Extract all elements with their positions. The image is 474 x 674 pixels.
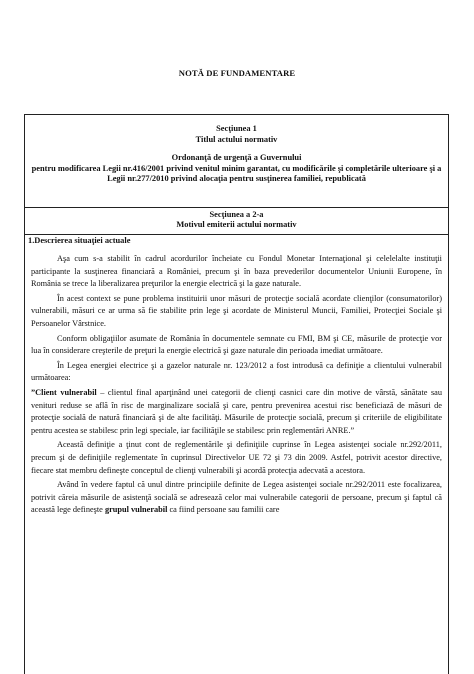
section-2-heading: Secţiunea a 2-a	[209, 210, 264, 219]
document-table	[24, 114, 449, 674]
section-2-subheading: Motivul emiterii actului normativ	[176, 220, 297, 230]
paragraph-text-end: ca fiind persoane sau familii care	[167, 505, 280, 515]
definition-paragraph	[31, 387, 442, 437]
act-title-line-1: Ordonanţă de urgenţă a Guvernului	[171, 153, 302, 163]
section-1	[25, 115, 448, 208]
paragraph: În Legea energiei electrice şi a gazelor naturale nr. 123/2012 a fost introdusă ca definiţie a clientului vulnerabil următoarea:	[31, 360, 442, 383]
section-body	[31, 253, 442, 519]
document-title: NOTĂ DE FUNDAMENTARE	[178, 68, 296, 78]
definition-text: – clientul final aparţinând unei categorii de clienţi casnici care din motive de vârstă, sănătate sau venituri reduse se află în risc de marginalizare socială şi care, pentru prevenirea acestui risc beneficiază de măsuri de protecţie socială de natură financiară şi de alte facilităţi. Măsurile de protecţie socială, precum şi criteriile de eligibilitate pentru acestea se stabilesc prin legi speciale, iar facilităţile se stabilesc prin reglementări ANRE.”	[31, 387, 443, 435]
paragraph-text-start: Având în vedere faptul că unul dintre principiile definite de Legea asistenţei sociale nr.292/2011 este focalizarea, potrivit căreia măsurile de asistenţă socială se adresează celor mai vulnerabile categorii de persoane, precum şi faptul că această lege defineşte	[31, 480, 442, 515]
subsection-title: 1.Descrierea situaţiei actuale	[28, 236, 131, 245]
paragraph: În acest context se pune problema instituirii unor măsuri de protecţie socială acordate clienţilor (consumatorilor) vulnerabili, măsuri ce ar urma să fie stabilite prin lege şi acordate de Ministerul Muncii, Familiei, Protecţiei Sociale şi Persoanelor Vârstnice.	[31, 293, 442, 328]
section-1-subheading: Titlul actului normativ	[195, 134, 278, 144]
paragraph: Această definiţie a ţinut cont de reglementările şi definiţiile cuprinse în Legea asistenţei sociale nr.292/2011, precum şi de definiţiile reglementate în cuprinsul Directivelor UE 72 şi 73 din 2009. Astfel, potrivit acestor directive, fiecare stat membru defineşte conceptul de clienţi vulnerabili şi acordă protecţia adecvată a acestora.	[31, 440, 442, 475]
paragraph: Conform obligaţiilor asumate de România în documentele semnate cu FMI, BM şi CE, măsurile de protecţie vor lua în considerare creşterile de preţuri la energie electrică şi gaze naturale din perioada imediat următoare.	[31, 333, 442, 356]
paragraph: Aşa cum s-a stabilit în cadrul acordurilor încheiate cu Fondul Monetar Internaţional şi celelelalte instituţii participante la susţinerea financiară a României, precum şi în baza prevederilor documentelor Uniunii Europene, în România se trece la liberalizarea preţurilor la energie electrică şi la gaze naturale.	[31, 254, 442, 289]
section-1-heading: Secţiunea 1	[216, 124, 257, 133]
act-title	[25, 153, 448, 185]
definition-term: ”Client vulnerabil	[31, 387, 97, 397]
section-2-header	[25, 207, 448, 235]
emphasized-term: grupul vulnerabil	[104, 505, 168, 515]
act-title-line-2: pentru modificarea Legii nr.416/2001 privind venitul minim garantat, cu modificările şi completările ulterioare şi a Legii nr.277/2010 privind alocaţia pentru susţinerea familiei, republicată	[31, 163, 442, 184]
paragraph	[31, 479, 442, 517]
